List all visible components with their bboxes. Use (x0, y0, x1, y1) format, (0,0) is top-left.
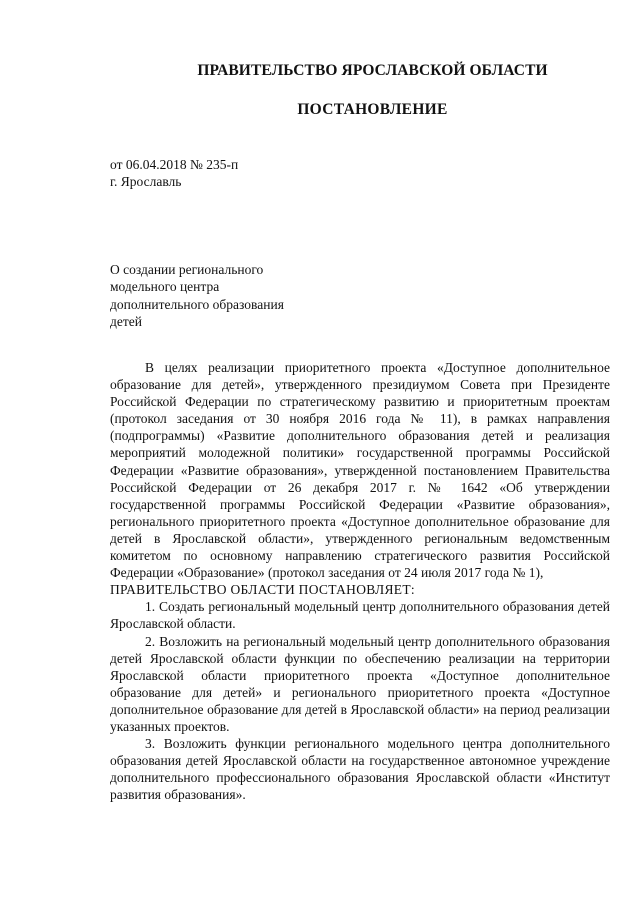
document-body (110, 359, 610, 803)
subject-line: модельного центра (110, 279, 220, 295)
item-2-paragraph: 2. Возложить на региональный модельный центр дополнительного образования детей Ярославской области функции по обеспечению реализации на территории Ярославской области приоритетного проекта «Доступное дополнительное образование для детей» и регионального приоритетного проекта «Доступное дополнительное образование для детей в Ярославской области» на период реализации указанных проектов. (110, 633, 610, 734)
subject-line: дополнительного образования (110, 296, 284, 312)
decree-line: ПРАВИТЕЛЬСТВО ОБЛАСТИ ПОСТАНОВЛЯЕТ: (110, 582, 415, 598)
government-heading: ПРАВИТЕЛЬСТВО ЯРОСЛАВСКОЙ ОБЛАСТИ (197, 62, 548, 79)
city: г. Ярославль (110, 174, 182, 189)
item-1-paragraph: 1. Создать региональный модельный центр дополнительного образования детей Ярославской области. (110, 599, 610, 632)
document-type-heading: ПОСТАНОВЛЕНИЕ (297, 101, 448, 118)
date-number: от 06.04.2018 № 235-п (110, 157, 239, 172)
item-3-paragraph: 3. Возложить функции регионального модельного центра дополнительного образования детей Ярославской области на государственное автономное учреждение дополнительного профессионального образования Ярославской области «Институт развития образования». (110, 736, 610, 803)
document-subject (110, 261, 370, 330)
subject-line: О создании регионального (110, 262, 264, 277)
preamble-paragraph: В целях реализации приоритетного проекта «Доступное дополнительное образование для детей», утвержденного президиумом Совета при Президенте Российской Федерации по стратегическому развитию и приоритетным проектам (протокол заседания от 30 ноября 2016 года № 11), в рамках направления (подпрограммы) «Развитие дополнительного образования детей и реализация мероприятий молодежной политики» государственной программы Российской Федерации «Развитие образования», утвержденной постановлением Правительства Российской Федерации от 26 декабря 2017 г. № 1642 «Об утверждении государственной программы Российской Федерации «Развитие образования», регионального приоритетного проекта «Доступное дополнительное образование для детей в Ярославской области», утвержденного региональным ведомственным комитетом по основному направлению стратегического развития Российской Федерации «Образование» (протокол заседания от 24 июля 2017 года № 1), (110, 360, 610, 581)
document-meta (110, 156, 238, 190)
subject-line: детей (110, 313, 142, 329)
